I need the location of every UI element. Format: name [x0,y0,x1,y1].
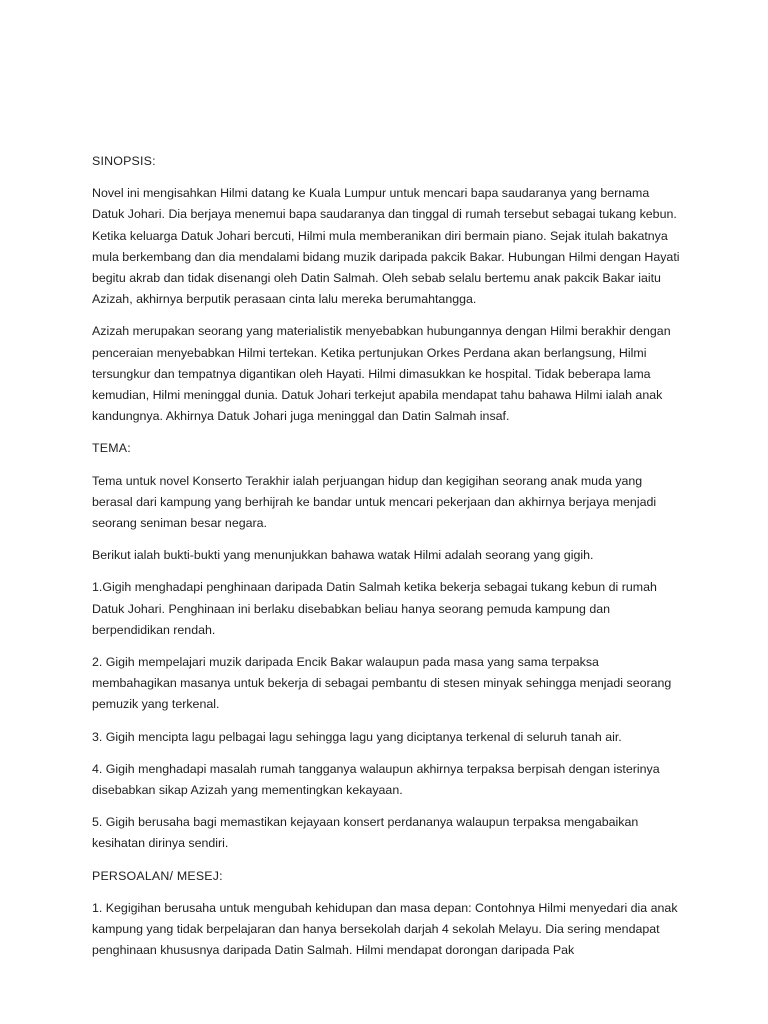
tema-list-item-3: 3. Gigih mencipta lagu pelbagai lagu sehingga lagu yang diciptanya terkenal di seluruh tanah air. [92,729,622,744]
sinopsis-paragraph-2: Azizah merupakan seorang yang materialistik menyebabkan hubungannya dengan Hilmi berakhir dengan penceraian menyebabkan Hilmi tertekan. Ketika pertunjukan Orkes Perdana akan berlangsung, Hilmi tersungkur dan tempatnya digantikan oleh Hayati. Hilmi dimasukkan ke hospital. Tidak beberapa lama kemudian, Hilmi meninggal dunia. Datuk Johari terkejut apabila mendapat tahu bahawa Hilmi ialah anak kandungnya. Akhirnya Datuk Johari juga meninggal dan Datin Salmah insaf. [92,324,671,424]
tema-paragraph-1: Tema untuk novel Konserto Terakhir ialah perjuangan hidup dan kegigihan seorang anak muda yang berasal dari kampung yang berhijrah ke bandar untuk mencari pekerjaan dan akhirnya berjaya menjadi seorang seniman besar negara. [92,473,657,531]
tema-list-item-4: 4. Gigih menghadapi masalah rumah tangganya walaupun akhirnya terpaksa berpisah dengan isterinya disebabkan sikap Azizah yang mementingkan kekayaan. [92,761,660,798]
persoalan-paragraph-1: 1. Kegigihan berusaha untuk mengubah kehidupan dan masa depan: Contohnya Hilmi menyedari dia anak kampung yang tidak berpelajaran dan hanya bersekolah darjah 4 sekolah Melayu. Dia sering mendapat penghinaan khususnya daripada Datin Salmah. Hilmi mendapat dorongan daripada Pak [92,900,678,958]
document-page [92,151,682,973]
section-heading-persoalan: PERSOALAN/ MESEJ: [92,868,223,883]
tema-list-item-5: 5. Gigih berusaha bagi memastikan kejayaan konsert perdananya walaupun terpaksa mengabaikan kesihatan dirinya sendiri. [92,815,639,851]
tema-paragraph-2: Berikut ialah bukti-bukti yang menunjukkan bahawa watak Hilmi adalah seorang yang gigih. [92,548,594,563]
tema-list-item-2: 2. Gigih mempelajari muzik daripada Encik Bakar walaupun pada masa yang sama terpaksa membahagikan masanya untuk bekerja di sebagai pembantu di stesen minyak sehingga menjadi seorang pemuzik yang terkenal. [92,655,672,712]
tema-list-item-1: 1.Gigih menghadapi penghinaan daripada Datin Salmah ketika bekerja sebagai tukang kebun di rumah Datuk Johari. Penghinaan ini berlaku disebabkan beliau hanya seorang pemuda kampung dan berpendidikan rendah. [92,580,657,637]
sinopsis-paragraph-1: Novel ini mengisahkan Hilmi datang ke Kuala Lumpur untuk mencari bapa saudaranya yang bernama Datuk Johari. Dia berjaya menemui bapa saudaranya dan tinggal di rumah tersebut sebagai tukang kebun. Ketika keluarga Datuk Johari bercuti, Hilmi mula memberanikan diri bermain piano. Sejak itulah bakatnya mula berkembang dan dia mendalami bidang muzik daripada pakcik Bakar. Hubungan Hilmi dengan Hayati begitu akrab dan tidak disenangi oleh Datin Salmah. Oleh sebab selalu bertemu anak pakcik Bakar iaitu Azizah, akhirnya berputik perasaan cinta lalu mereka berumahtangga. [92,186,680,307]
section-heading-sinopsis: SINOPSIS: [92,154,156,168]
section-heading-tema: TEMA: [92,441,131,456]
